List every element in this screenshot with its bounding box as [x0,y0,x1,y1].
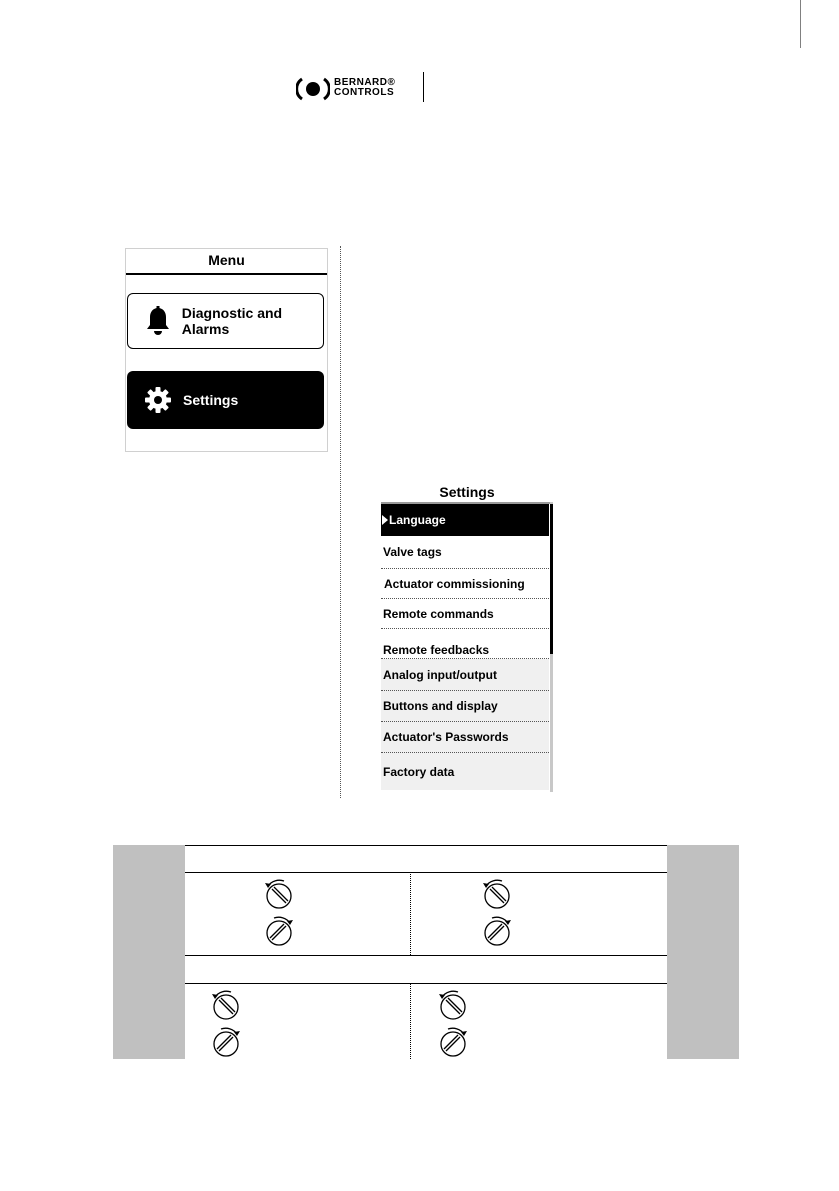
table-row-rule [185,872,667,873]
knob-rotate-cw-icon [436,1025,470,1059]
selection-caret-icon [382,515,388,525]
settings-item-label: Actuator's Passwords [383,730,509,744]
settings-item-label: Buttons and display [383,699,498,713]
gear-icon [141,385,175,415]
knob-rotate-ccw-icon [209,988,243,1022]
settings-item-remote-commands[interactable] [381,599,549,629]
knob-rotate-ccw-icon [480,877,514,911]
knob-rotate-ccw-icon [436,988,470,1022]
brand-line-2: CONTROLS [334,87,395,98]
bell-icon [142,306,174,336]
settings-item-actuator-passwords[interactable] [381,722,549,753]
table-row-rule [185,983,667,984]
table-column-rule [410,872,411,955]
settings-item-language[interactable] [381,504,549,536]
settings-item-analog-io[interactable] [381,659,549,691]
column-separator [340,246,341,798]
menu-screen [125,248,328,452]
settings-item-label: Analog input/output [383,667,497,682]
settings-item-valve-tags[interactable] [381,536,549,569]
crop-mark [800,0,801,48]
table-side-panel-right [667,845,739,1059]
settings-title: Settings [439,484,495,500]
settings-item-label: Remote feedbacks [383,642,490,657]
settings-scrollbar-thumb[interactable] [550,504,553,654]
settings-item-label: Factory data [383,764,455,779]
settings-item-label: Remote commands [383,606,494,621]
settings-item-label: Actuator commissioning [384,576,525,591]
header-divider [423,72,424,102]
menu-title-underline [126,273,327,275]
knob-rotate-cw-icon [480,914,514,948]
settings-label: Settings [183,392,239,408]
settings-list [381,502,553,792]
settings-item-remote-feedbacks[interactable] [381,629,549,659]
brand-line-1: BERNARD® [334,77,396,88]
diagnostic-alarms-button[interactable] [127,293,324,349]
knob-rotate-cw-icon [209,1025,243,1059]
knob-rotate-ccw-icon [262,877,296,911]
diagnostic-alarms-label: Diagnostic and Alarms [181,305,283,337]
settings-button[interactable] [127,371,324,429]
brand-logo [296,72,426,106]
settings-item-label: Valve tags [383,545,442,559]
settings-item-actuator-commissioning[interactable] [381,569,549,599]
table-column-rule [410,983,411,1059]
brand-logo-mark-icon [296,76,330,102]
settings-item-buttons-display[interactable] [381,691,549,722]
menu-title: Menu [208,252,245,268]
settings-item-factory-data[interactable] [381,753,549,790]
brand-logo-text [334,78,395,98]
table-row-rule [185,955,667,956]
table-top-rule [185,845,667,846]
settings-item-label: Language [389,513,446,527]
table-side-panel-left [113,845,185,1059]
knob-rotate-cw-icon [262,914,296,948]
